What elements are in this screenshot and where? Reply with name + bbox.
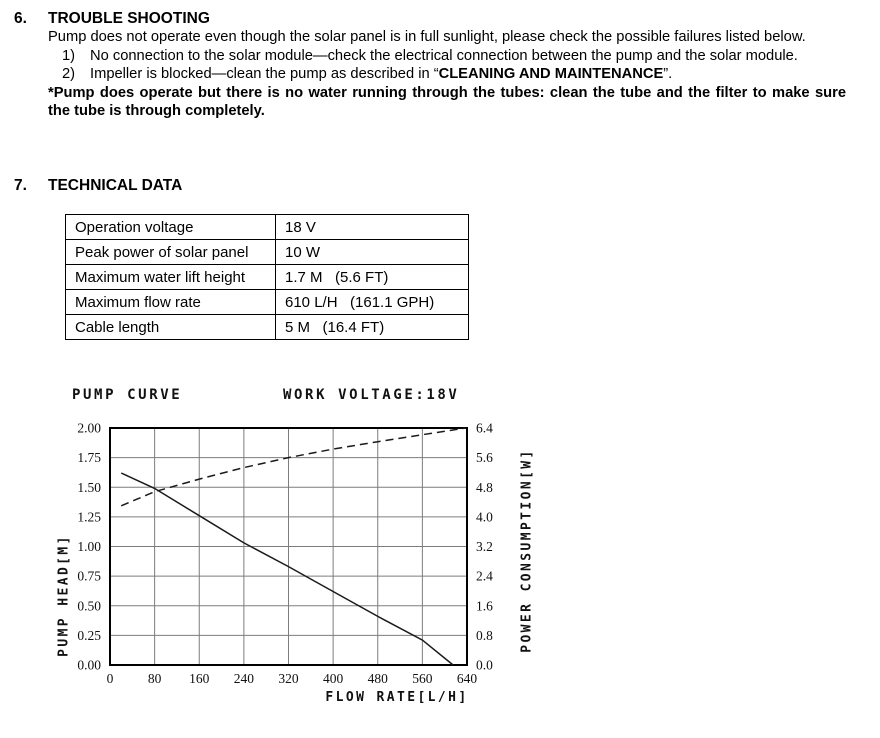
svg-text:4.8: 4.8	[476, 479, 493, 495]
svg-text:6.4: 6.4	[476, 420, 493, 436]
spec-label: Peak power of solar panel	[66, 240, 276, 265]
section7-heading	[14, 176, 182, 195]
svg-text:1.75: 1.75	[77, 450, 101, 466]
table-row	[66, 290, 469, 315]
troubleshooting-body	[48, 28, 846, 121]
svg-text:480: 480	[367, 671, 388, 686]
spec-value: 1.7 M (5.6 FT)	[276, 265, 469, 290]
right-axis-label: POWER CONSUMPTION[W]	[519, 448, 535, 653]
section6-number: 6.	[14, 10, 27, 27]
chart-grid	[110, 428, 467, 665]
section6-heading	[14, 9, 210, 28]
svg-text:80: 80	[147, 671, 162, 686]
chart-subtitle: WORK VOLTAGE:18V	[283, 387, 460, 403]
svg-text:0.8: 0.8	[476, 627, 493, 643]
item1-number: 1)	[62, 47, 76, 64]
chart-title: PUMP CURVE	[72, 387, 183, 403]
item1-text: No connection to the solar module—check the electrical connection between the pump and the solar module.	[90, 47, 798, 64]
spec-label: Maximum flow rate	[66, 290, 276, 315]
svg-text:4.0: 4.0	[476, 509, 493, 525]
troubleshooting-item-2	[62, 65, 846, 84]
pump-curve-chart	[0, 405, 560, 720]
svg-text:2.4: 2.4	[476, 568, 493, 584]
svg-text:640: 640	[456, 671, 478, 686]
spec-label: Operation voltage	[66, 215, 276, 240]
power-consumption-line	[121, 428, 466, 506]
table-row	[66, 265, 469, 290]
svg-text:1.25: 1.25	[77, 509, 101, 525]
svg-text:320: 320	[278, 671, 299, 686]
troubleshooting-item-1	[62, 47, 846, 66]
svg-text:0: 0	[106, 671, 114, 686]
item2-text	[90, 65, 846, 84]
item2-number: 2)	[62, 66, 76, 83]
svg-text:160: 160	[189, 671, 210, 686]
svg-text:1.6: 1.6	[476, 598, 493, 614]
troubleshooting-intro: Pump does not operate even though the solar panel is in full sunlight, please check the possible failures listed below.	[48, 29, 806, 45]
svg-text:5.6: 5.6	[476, 450, 493, 466]
item2-text-suffix: ”.	[663, 66, 673, 83]
x-axis-label: FLOW RATE[L/H]	[325, 690, 469, 705]
chart-x-tick-labels	[107, 671, 478, 686]
item2-text-bold: CLEANING AND MAINTENANCE	[438, 66, 664, 83]
svg-text:0.00: 0.00	[77, 657, 101, 673]
pump-head-line	[121, 473, 453, 665]
svg-text:1.50: 1.50	[77, 479, 101, 495]
spec-value: 610 L/H (161.1 GPH)	[276, 290, 469, 315]
left-axis-label: PUMP HEAD[M]	[56, 534, 72, 657]
spec-value: 10 W	[276, 240, 469, 265]
svg-text:0.50: 0.50	[77, 598, 101, 614]
section6-title: TROUBLE SHOOTING	[48, 10, 210, 27]
table-row	[66, 240, 469, 265]
technical-data-table	[65, 214, 469, 340]
troubleshooting-note: *Pump does operate but there is no water running through the tubes: clean the tube and the filter to make sure the tube is through completely.	[48, 84, 846, 120]
chart-right-tick-labels	[476, 421, 493, 673]
spec-label: Maximum water lift height	[66, 265, 276, 290]
spec-value: 5 M (16.4 FT)	[276, 315, 469, 340]
svg-text:0.75: 0.75	[77, 568, 101, 584]
table-row	[66, 315, 469, 340]
svg-text:0.0: 0.0	[476, 657, 493, 673]
svg-text:240: 240	[233, 671, 254, 686]
spec-value: 18 V	[276, 215, 469, 240]
svg-text:400: 400	[323, 671, 344, 686]
section7-number: 7.	[14, 177, 27, 194]
chart-left-tick-labels	[77, 421, 101, 673]
item2-text-prefix: Impeller is blocked—clean the pump as described in “	[90, 66, 439, 83]
spec-label: Cable length	[66, 315, 276, 340]
svg-text:560: 560	[412, 671, 433, 686]
svg-text:3.2: 3.2	[476, 539, 493, 554]
svg-text:0.25: 0.25	[77, 627, 101, 643]
svg-text:2.00: 2.00	[77, 420, 101, 436]
section7-title: TECHNICAL DATA	[48, 177, 183, 194]
table-row	[66, 215, 469, 240]
svg-text:1.00: 1.00	[77, 539, 101, 554]
